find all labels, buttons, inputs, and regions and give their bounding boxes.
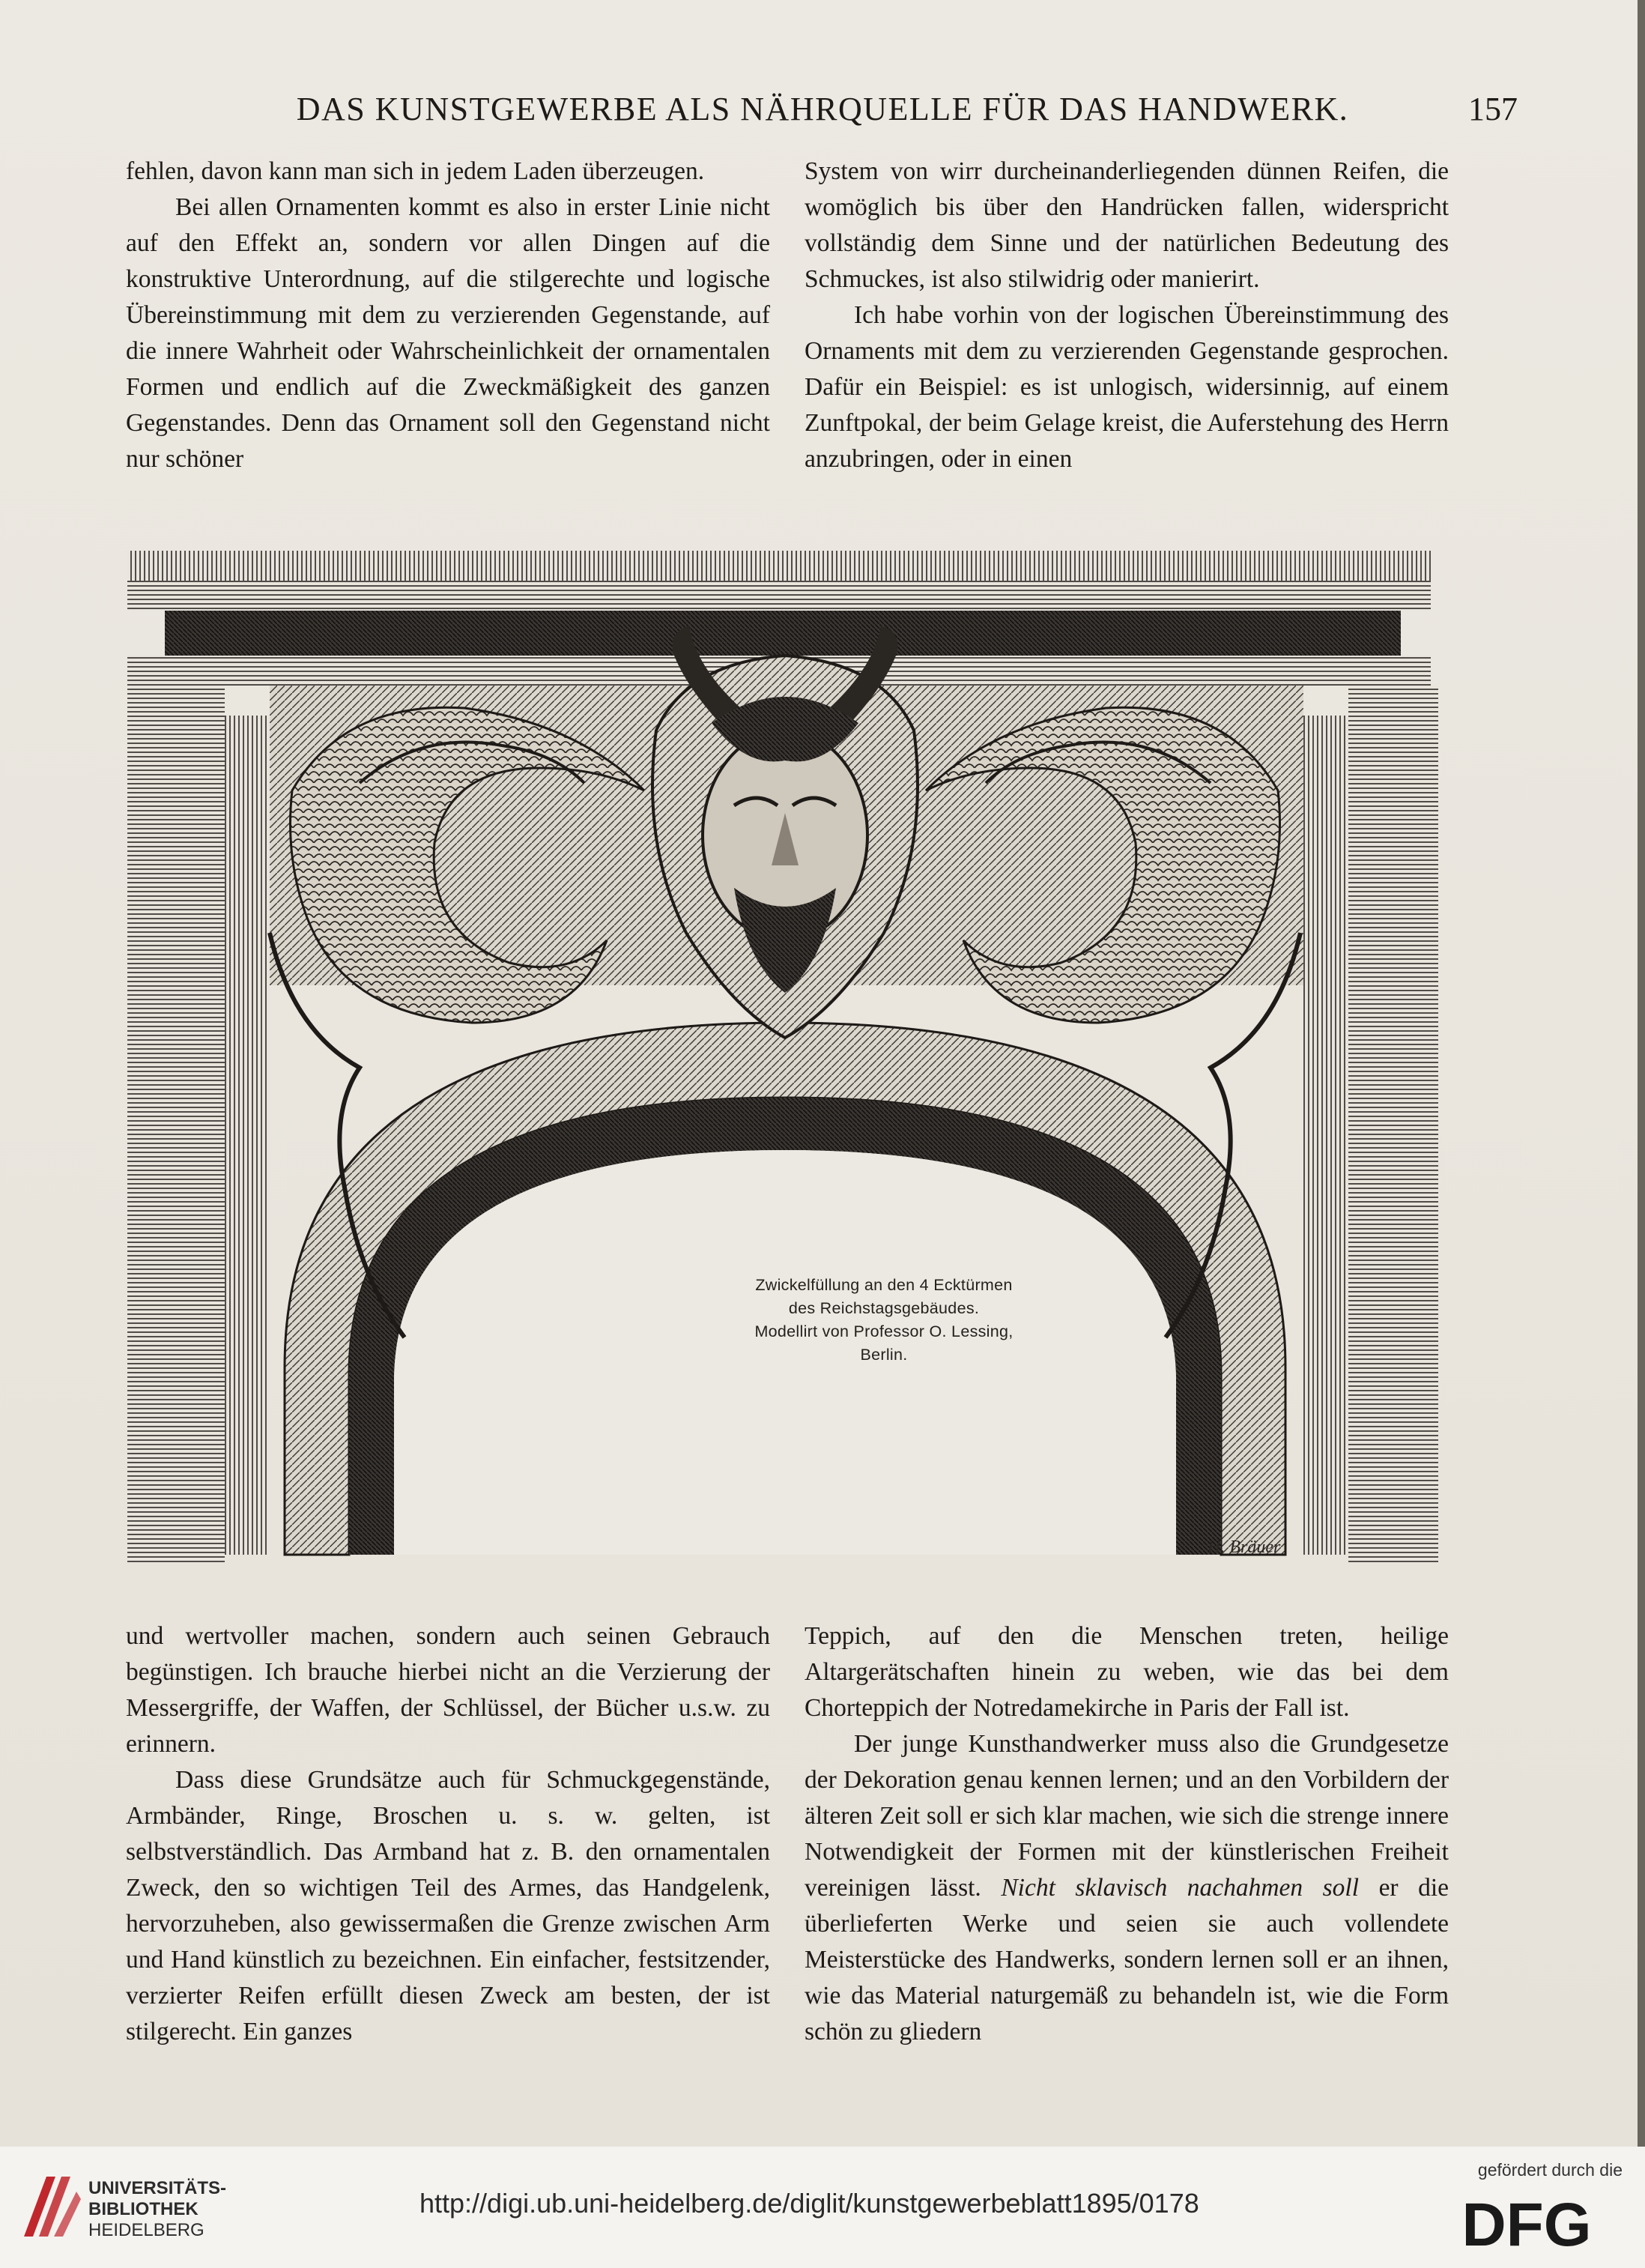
dfg-logo-text: DFG — [1461, 2193, 1592, 2253]
paragraph: fehlen, davon kann man sich in jedem Laden überzeugen. — [126, 157, 705, 185]
caption-line: des Reichstagsgebäudes. — [788, 1299, 980, 1317]
figure-caption — [689, 1274, 1079, 1367]
column-right-bottom — [805, 1618, 1449, 2050]
library-name-line: HEIDELBERG — [88, 2220, 205, 2240]
column-left-bottom — [126, 1618, 770, 2050]
paragraph: Ich habe vorhin von der logischen Übereinstimmung des Ornaments mit dem zu verzierenden Gegenstande gesprochen. Dafür ein Beispiel: es ist unlogisch, widersinnig, auf einem Zunftpokal, der beim Gelage kreist, die Auferstehung des Herrn anzubringen, oder in einen — [805, 301, 1449, 473]
caption-line: Berlin. — [860, 1346, 908, 1364]
sponsor-label: gefördert durch die — [1477, 2160, 1623, 2180]
column-left-top — [126, 154, 770, 477]
library-name-line: UNIVERSITÄTS- — [88, 2178, 227, 2198]
library-name-line: BIBLIOTHEK — [88, 2199, 199, 2219]
running-header — [127, 90, 1518, 127]
column-right-top — [805, 154, 1449, 477]
paragraph: Bei allen Ornamenten kommt es also in erster Linie nicht auf den Effekt an, sondern vor allen Dingen auf die konstruktive Unterordnung, auf die stilgerechte und logische Übereinstimmung mit dem zu verzierenden Gegenstande, auf die innere Wahrheit oder Wahrscheinlichkeit der ornamentalen Formen und endlich auf die Zweckmäßigkeit des ganzen Gegenstandes. Denn das Ornament soll den Gegenstand nicht nur schöner — [126, 193, 770, 473]
paragraph: System von wirr durcheinanderliegenden dünnen Reifen, die womöglich bis über den Handrücken fallen, widerspricht vollständig dem Sinne und der natürlichen Bedeutung des Schmuckes, ist also stilwidrig oder manierirt. — [805, 157, 1449, 293]
viewer-footer — [0, 2147, 1645, 2268]
university-library-logo[interactable] — [16, 2169, 84, 2244]
paragraph: Dass diese Grundsätze auch für Schmuckgegenstände, Armbänder, Ringe, Broschen u. s. w. gelten, ist selbstverständlich. Das Armband hat z. B. den ornamentalen Zweck, den so wichtigen Teil des Armes, das Handgelenk, hervorzuheben, also gewissermaßen die Grenze zwischen Arm und Hand künstlich zu bezeichnen. Ein einfacher, festsitzender, verzierter Reifen erfüllt diesen Zweck am besten, der ist stilgerecht. Ein ganzes — [126, 1766, 770, 2045]
paragraph — [805, 1726, 1449, 2050]
page-number: 157 — [1468, 91, 1518, 127]
dfg-logo[interactable] — [1444, 2193, 1609, 2253]
caption-line: Modellirt von Professor O. Lessing, — [754, 1322, 1014, 1340]
library-name — [88, 2178, 226, 2241]
library-emblem-icon — [16, 2169, 84, 2244]
illustration-spandrel-relief — [120, 543, 1450, 1570]
running-title: DAS KUNSTGEWERBE ALS NÄHRQUELLE FÜR DAS HANDWERK. — [296, 91, 1349, 127]
paragraph: Teppich, auf den die Menschen treten, heilige Altargerätschaften hinein zu weben, wie das bei dem Chorteppich der Notredamekirche in Paris der Fall ist. — [805, 1622, 1449, 1722]
emphasis-text: Nicht sklavisch nachahmen soll — [1001, 1874, 1360, 1902]
paragraph: und wertvoller machen, sondern auch seinen Gebrauch begünstigen. Ich brauche hierbei nicht an die Verzierung der Messergriffe, der Waffen, der Schlüssel, der Bücher u.s.w. zu erinnern. — [126, 1622, 770, 1758]
artist-signature: H. Bräuer — [1208, 1537, 1281, 1557]
caption-line: Zwickelfüllung an den 4 Ecktürmen — [755, 1276, 1013, 1294]
text-run: Der junge Kunsthandwerker muss also die Grundgesetze der Dekoration genau kennen lernen; und an den Vorbildern der älteren Zeit soll er sich klar machen, wie sich die strenge innere Notwendigkeit der Formen mit der künstlerischen Freiheit vereinigen lässt. — [805, 1730, 1449, 1902]
engraving-image — [120, 543, 1450, 1570]
permalink-url[interactable]: http://digi.ub.uni-heidelberg.de/diglit/kunstgewerbeblatt1895/0178 — [419, 2188, 1199, 2219]
text-run: er die überlieferten Werke und seien sie auch vollendete Meisterstücke des Handwerks, sondern lernen soll er an ihnen, wie das Material naturgemäß zu behandeln ist, wie die Form schön zu gliedern — [805, 1874, 1449, 2045]
